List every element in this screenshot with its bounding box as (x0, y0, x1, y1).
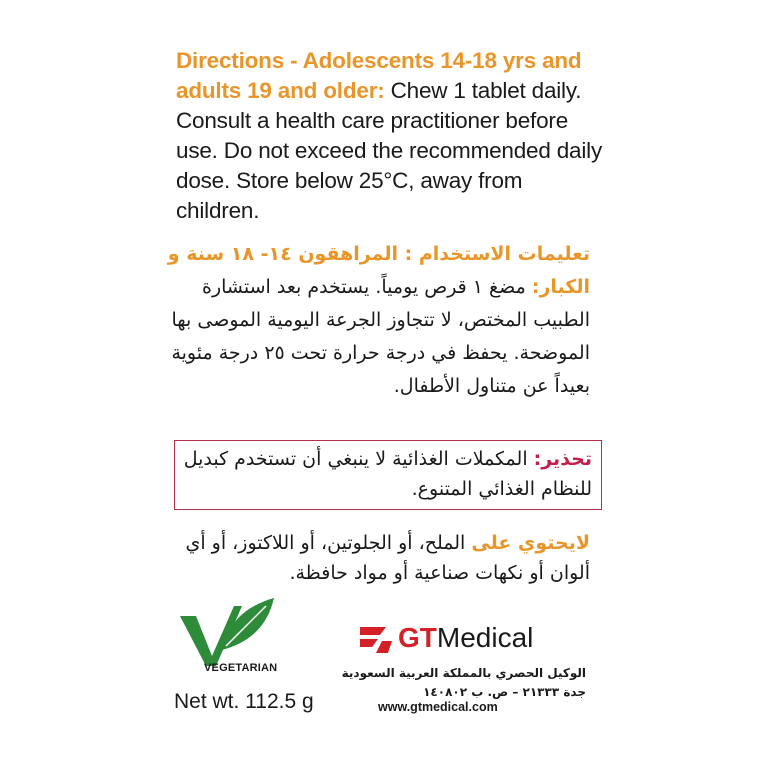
arabic-directions (160, 238, 590, 403)
contains-body: الملح، أو الجلوتين، أو اللاكتوز، أو أي ألوان أو نكهات صناعية أو مواد حافظة. (185, 532, 590, 584)
distributor-arabic-line1: الوكيل الحصري بالمملكة العربية السعودية (341, 666, 586, 680)
english-directions (176, 46, 606, 226)
distributor-website: www.gtmedical.com (378, 700, 498, 714)
warning-text (174, 444, 592, 504)
warning-body: المكملات الغذائية لا ينبغي أن تستخدم كبديل للنظام الغذائي المتنوع. (183, 448, 592, 500)
vegetarian-label: VEGETARIAN (204, 662, 278, 674)
english-directions-heading: Directions - Adolescents 14-18 yrs and adults 19 and older: (176, 48, 582, 103)
distributor-brand (398, 620, 533, 656)
gt-medical-logo-icon (356, 619, 396, 657)
distributor-brand-gt: GT (398, 622, 437, 653)
arabic-directions-heading: تعليمات الاستخدام : المراهقون ١٤- ١٨ سنة و الكبار: (167, 243, 590, 298)
contains-label: لايحتوي على (471, 532, 590, 554)
distributor-brand-medical: Medical (436, 622, 534, 653)
distributor-arabic-line2: جدة ٢١٣٣٣ – ص. ب ١٤٠٨٠٢ (423, 685, 586, 699)
contains-statement (150, 528, 590, 588)
english-directions-body: Chew 1 tablet daily. Consult a health care practitioner before use. Do not exceed the recommended daily dose. Store below 25°C, away from children. (176, 78, 603, 223)
net-weight: Net wt. 112.5 g (174, 690, 314, 713)
arabic-directions-body: مضغ ١ قرص يومياً. يستخدم بعد استشارة الطبيب المختص، لا تتجاوز الجرعة اليومية الموصى بها الموضحة. يحفظ في درجة حرارة تحت ٢٥ درجة مئوية بعيداً عن متناول الأطفال. (171, 276, 590, 397)
warning-label: تحذير: (533, 448, 592, 470)
